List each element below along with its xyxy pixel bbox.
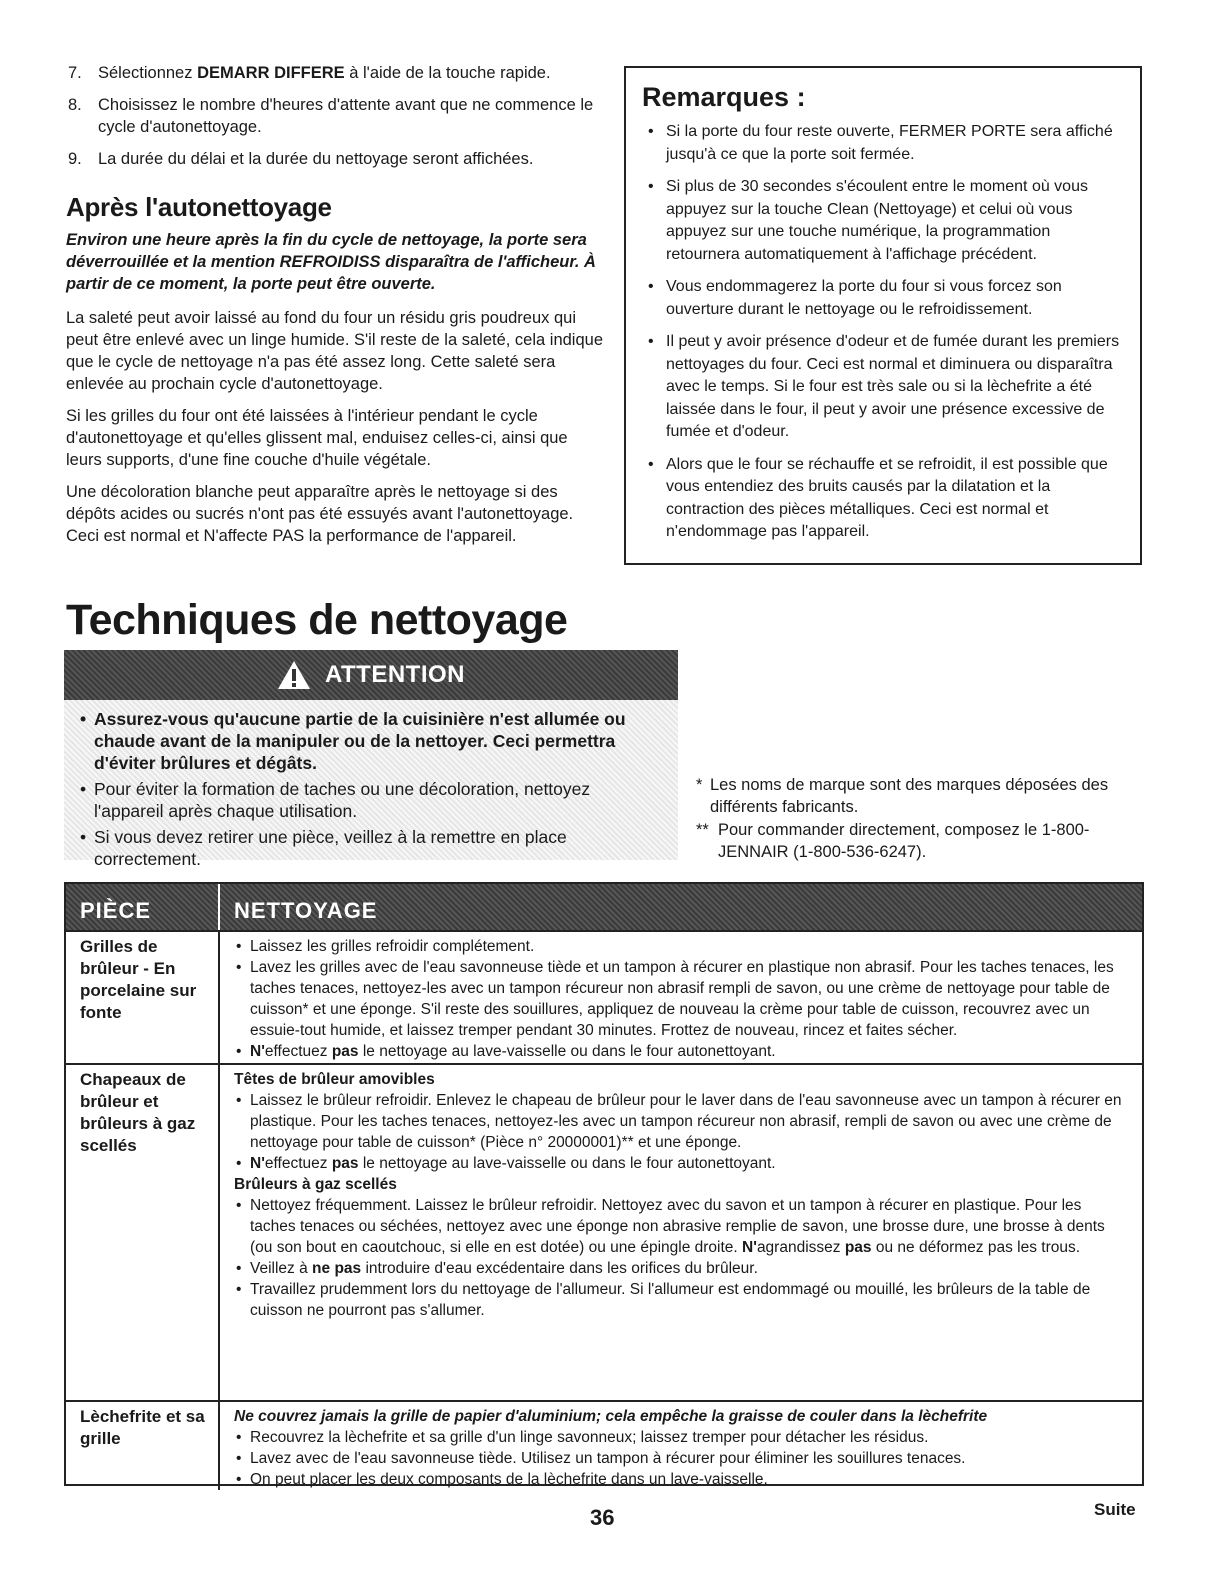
- step-text: La durée du délai et la durée du nettoyage seront affichées.: [98, 150, 534, 168]
- remark-item: • Si la porte du four reste ouverte, FERMER PORTE sera affiché jusqu'à ce que la porte soit fermée.: [642, 121, 1124, 166]
- row-piece-label: Chapeaux de brûleur et brûleurs à gaz scellés: [66, 1065, 220, 1400]
- row-cleaning-text: [220, 932, 1142, 1063]
- footnote-mark: **: [696, 821, 709, 839]
- row-piece-label: Grilles de brûleur - En porcelaine sur fonte: [66, 932, 220, 1063]
- step-8: [66, 94, 606, 138]
- row-warning: Ne couvrez jamais la grille de papier d'aluminium; cela empêche la graisse de couler dans la lèchefrite: [234, 1408, 988, 1425]
- footnotes: [696, 774, 1156, 864]
- cleaning-item: • Laissez le brûleur refroidir. Enlevez le chapeau de brûleur pour le laver dans de l'eau savonneuse avec un tampon à récurer en plastique. Pour les taches tenaces, nettoyez-les avec un tampon récureur non abrasif, rempli de savon ou avec une crème de nettoyage pour table de cuisson* (Pièce n° 20000001)** et une éponge.: [234, 1090, 1128, 1153]
- item-text: effectuez: [264, 1043, 332, 1060]
- step-number: 7.: [68, 64, 82, 82]
- step-7: [66, 62, 606, 84]
- remark-item: • Si plus de 30 secondes s'écoulent entre le moment où vous appuyez sur la touche Clean (Nettoyage) et celui où vous appuyez sur une touche numérique, la programmation retournera automatiquement à l'affichage précédent.: [642, 176, 1124, 266]
- subheading: Têtes de brûleur amovibles: [234, 1071, 435, 1088]
- caution-header: [64, 650, 678, 700]
- remarks-title: Remarques :: [642, 82, 806, 112]
- continued-label: Suite: [1094, 1500, 1136, 1519]
- column-header-cleaning: NETTOYAGE: [234, 898, 378, 923]
- item-text: ou ne déformez pas les trous.: [871, 1239, 1081, 1256]
- item-text: Nettoyez fréquemment. Laissez le brûleur refroidir. Nettoyez avec du savon et un tampon à récurer en plastique. Pour les taches tenaces ou séchées, nettoyez avec une éponge non abrasive remplie de savon, une brosse dure, une brosse à dents (ou son bout en caoutchouc, si elle en est dotée) ou une épingle droite.: [250, 1197, 1105, 1256]
- footnote-mark: *: [696, 776, 703, 794]
- table-header: [66, 884, 1142, 930]
- cleaning-item: • Travaillez prudemment lors du nettoyage de l'allumeur. Si l'allumeur est endommagé ou mouillé, les brûleurs de la table de cuisson ne pourront pas s'allumer.: [234, 1279, 1128, 1321]
- left-column: [66, 62, 606, 557]
- caution-body: [64, 700, 678, 870]
- step-keyword: DEMARR DIFFERE: [197, 64, 345, 82]
- item-text: agrandissez: [756, 1239, 845, 1256]
- step-number: 9.: [68, 150, 82, 168]
- cleaning-item: • Recouvrez la lèchefrite et sa grille d'un linge savonneux; laissez tremper pour détacher les résidus.: [234, 1427, 1128, 1448]
- item-text: le nettoyage au lave-vaisselle ou dans le four autonettoyant.: [358, 1043, 776, 1060]
- section-title: Techniques de nettoyage: [66, 596, 568, 644]
- step-number: 8.: [68, 96, 82, 114]
- step-text-end: à l'aide de la touche rapide.: [344, 64, 551, 82]
- cleaning-table: [64, 882, 1144, 1486]
- emphasis: N': [250, 1155, 265, 1172]
- step-list: [66, 62, 606, 170]
- paragraph-discoloration: Une décoloration blanche peut apparaître après le nettoyage si des dépôts acides ou sucrés n'ont pas été essuyés avant l'autonettoyage. Ceci est normal et N'affecte PAS la performance de l'appareil.: [66, 483, 574, 545]
- footnote-trademark: [696, 774, 1156, 818]
- footnote-text: Les noms de marque sont des marques déposées des différents fabricants.: [710, 776, 1109, 816]
- caution-label: ATTENTION: [324, 661, 466, 688]
- item-text: introduire d'eau excédentaire dans les orifices du brûleur.: [361, 1260, 758, 1277]
- step-text: Sélectionnez: [98, 64, 198, 82]
- table-row: [66, 1400, 1142, 1490]
- remark-item: • Alors que le four se réchauffe et se refroidit, il est possible que vous entendiez des bruits causés par la dilatation et la contraction des pièces métalliques. Ceci est normal et n'endommage pas l'appareil.: [642, 454, 1124, 544]
- row-piece-label: Lèchefrite et sa grille: [66, 1402, 220, 1490]
- emphasis: N': [250, 1043, 265, 1060]
- remark-item: • Il peut y avoir présence d'odeur et de fumée durant les premiers nettoyages du four. Ceci est normal et diminuera ou disparaîtra avec le temps. Si le four est très sale ou si la lèchefrite a été laissée dans le four, il peut y avoir une présence excessive de fumée et d'odeur.: [642, 331, 1124, 444]
- after-cleaning-heading: Après l'autonettoyage: [66, 192, 332, 222]
- cleaning-item: • Lavez avec de l'eau savonneuse tiède. Utilisez un tampon à récurer pour éliminer les souillures tenaces.: [234, 1448, 1128, 1469]
- remark-item: • Vous endommagerez la porte du four si vous forcez son ouverture durant le nettoyage ou le refroidissement.: [642, 276, 1124, 321]
- row-cleaning-text: [220, 1402, 1142, 1490]
- caution-item: • Pour éviter la formation de taches ou une décoloration, nettoyez l'appareil après chaque utilisation.: [78, 778, 664, 822]
- subheading: Brûleurs à gaz scellés: [234, 1176, 397, 1193]
- step-text: Choisissez le nombre d'heures d'attente avant que ne commence le cycle d'autonettoyage.: [98, 96, 594, 136]
- warning-triangle-icon: [277, 660, 311, 690]
- footnote-text: Pour commander directement, composez le 1-800-JENNAIR (1-800-536-6247).: [718, 821, 1090, 861]
- emphasis: pas: [331, 1155, 359, 1172]
- cleaning-item: • Lavez les grilles avec de l'eau savonneuse tiède et un tampon à récurer en plastique non abrasif. Pour les taches tenaces, les taches tenaces, nettoyez-les avec un tampon récureur non abrasif rempli de savon, ou une crème de nettoyage pour table de cuisson* et une éponge. S'il reste des souillures, appliquez de nouveau la crème pour table de cuisson, recouvrez avec un essuie-tout humide, et laissez tremper pendant 30 minutes. Frottez de nouveau, rincez et faites sécher.: [234, 957, 1128, 1041]
- item-text: Veillez à: [250, 1260, 313, 1277]
- emphasis: pas: [844, 1239, 872, 1256]
- item-text: effectuez: [264, 1155, 332, 1172]
- caution-box: [64, 650, 678, 869]
- paragraph-racks: Si les grilles du four ont été laissées à l'intérieur pendant le cycle d'autonettoyage et qu'elles glissent mal, enduisez celles-ci, ainsi que leurs supports, d'une fine couche d'huile végétale.: [66, 407, 568, 469]
- emphasis: ne pas: [312, 1260, 362, 1277]
- emphasis: N': [742, 1239, 757, 1256]
- cleaning-item: [234, 1258, 1128, 1279]
- cleaning-item: • On peut placer les deux composants de la lèchefrite dans un lave-vaisselle.: [234, 1469, 1128, 1490]
- paragraph-residue: La saleté peut avoir laissé au fond du four un résidu gris poudreux qui peut être enlevé avec un linge humide. S'il reste de la saleté, cela indique que le cycle de nettoyage n'a pas été assez long. Cette saleté sera enlevée au prochain cycle d'autonettoyage.: [66, 309, 603, 393]
- item-text: le nettoyage au lave-vaisselle ou dans le four autonettoyant.: [358, 1155, 776, 1172]
- cleaning-item: • Laissez les grilles refroidir complétement.: [234, 936, 1128, 957]
- emphasis: pas: [331, 1043, 359, 1060]
- page-number: 36: [590, 1505, 615, 1530]
- caution-item: • Si vous devez retirer une pièce, veillez à la remettre en place correctement.: [78, 826, 664, 870]
- column-header-piece: PIÈCE: [66, 884, 220, 930]
- step-9: [66, 148, 606, 170]
- row-cleaning-text: [220, 1065, 1142, 1400]
- cleaning-item: [234, 1041, 1128, 1062]
- cleaning-item: [234, 1153, 1128, 1174]
- footnote-order: [696, 819, 1156, 863]
- table-row: [66, 1063, 1142, 1400]
- after-cleaning-warning: Environ une heure après la fin du cycle de nettoyage, la porte sera déverrouillée et la mention REFROIDISS disparaîtra de l'afficheur. À partir de ce moment, la porte peut être ouverte.: [66, 231, 596, 293]
- remarks-list: [642, 121, 1124, 544]
- table-row: [66, 930, 1142, 1063]
- cleaning-item: [234, 1195, 1128, 1258]
- remarks-box: [624, 66, 1142, 565]
- caution-item: • Assurez-vous qu'aucune partie de la cuisinière n'est allumée ou chaude avant de la manipuler ou de la nettoyer. Ceci permettra d'éviter brûlures et dégâts.: [78, 708, 664, 774]
